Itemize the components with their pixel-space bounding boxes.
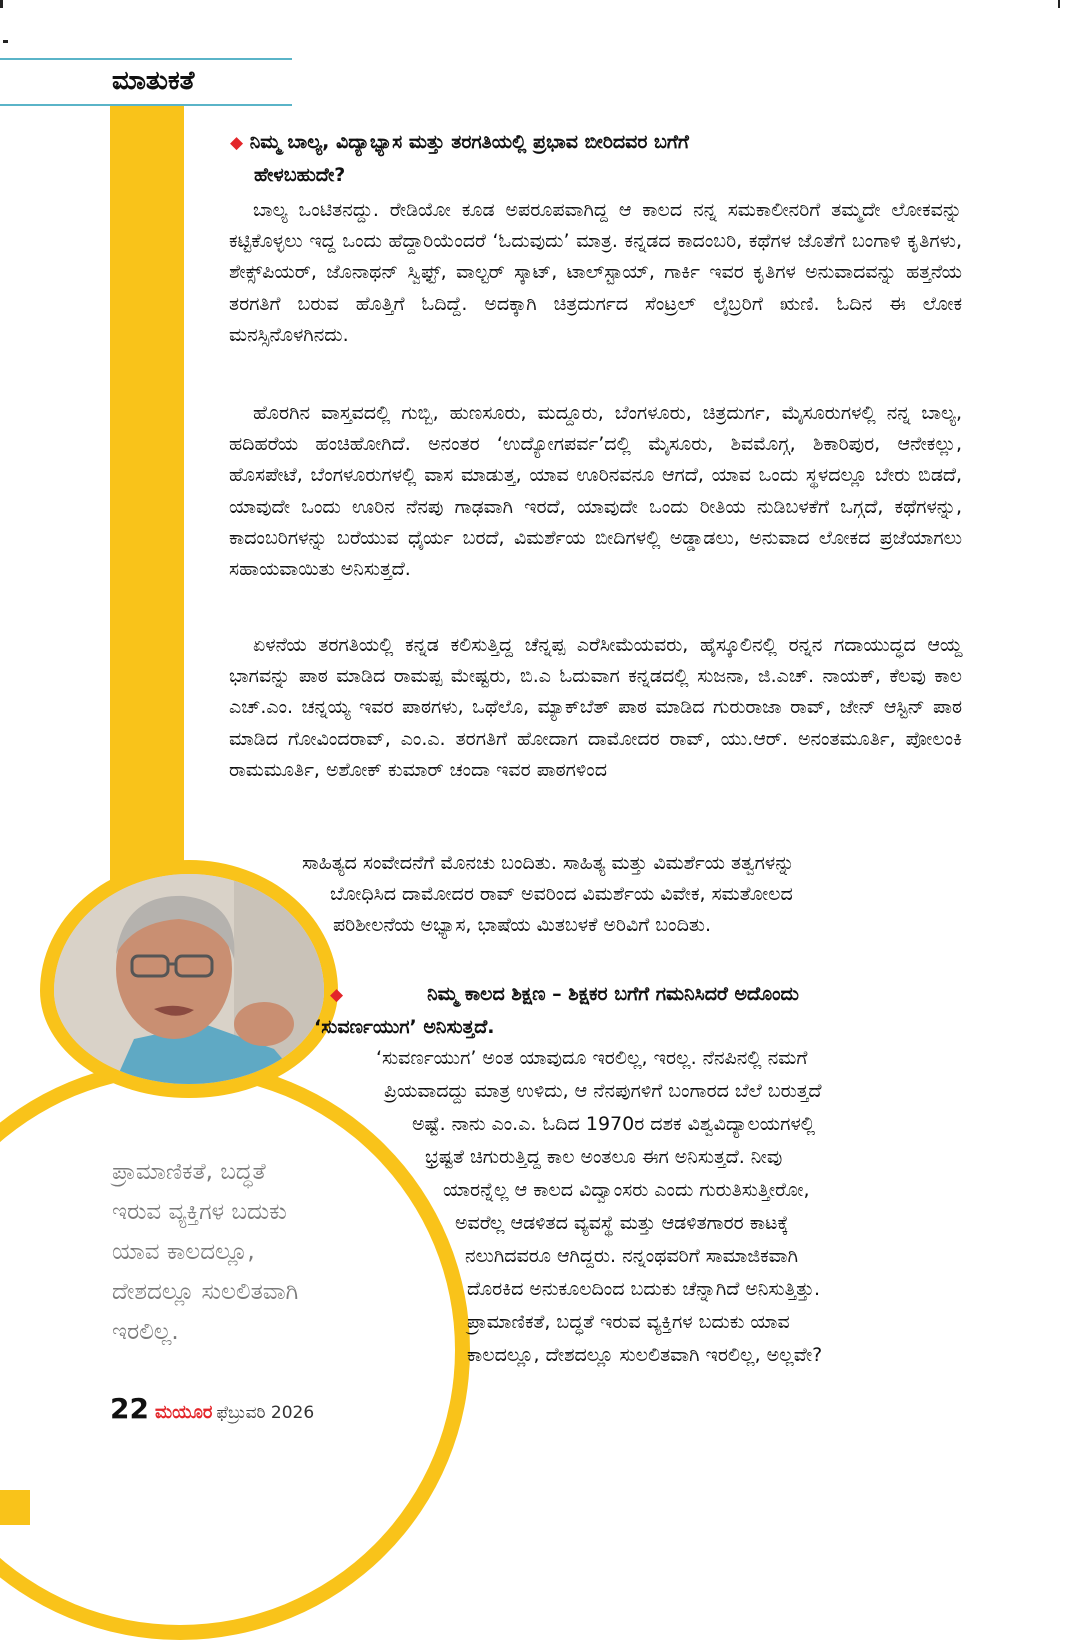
yellow-corner	[0, 1490, 30, 1525]
page-folio	[110, 1392, 314, 1425]
answer-2-line: ಪ್ರಾಮಾಣಿಕತೆ, ಬದ್ಧತೆ ಇರುವ ವ್ಯಕ್ತಿಗಳ ಬದುಕು ಯಾವ	[467, 1311, 790, 1333]
page-number: 22	[110, 1392, 149, 1425]
pull-quote-line: ಇರುವ ವ್ಯಕ್ತಿಗಳ ಬದುಕು	[112, 1199, 287, 1225]
answer-2-line: ಕಾಲದಲ್ಲೂ, ದೇಶದಲ್ಲೂ ಸುಲಲಿತವಾಗಿ ಇರಲಿಲ್ಲ, ಅಲ್ಲವೇ?	[467, 1344, 823, 1366]
magazine-logo: ಮಯೂರ	[154, 1402, 213, 1423]
answer-2-line: ದೊರಕಿದ ಅನುಕೂಲದಿಂದ ಬದುಕು ಚೆನ್ನಾಗಿದೆ ಅನಿಸುತ್ತಿತ್ತು.	[467, 1278, 821, 1300]
question-1-line: ◆ ನಿಮ್ಮ ಬಾಲ್ಯ, ವಿದ್ಯಾಭ್ಯಾಸ ಮತ್ತು ತರಗತಿಯಲ್ಲಿ ಪ್ರಭಾವ ಬೀರಿದವರ ಬಗೆಗೆ	[230, 131, 689, 153]
question-2-line: ‘ಸುವರ್ಣಯುಗ’ ಅನಿಸುತ್ತದೆ.	[314, 1016, 495, 1038]
answer-1-paragraph-2: ಹೊರಗಿನ ವಾಸ್ತವದಲ್ಲಿ ಗುಬ್ಬಿ, ಹುಣಸೂರು, ಮದ್ದೂರು, ಬೆಂಗಳೂರು, ಚಿತ್ರದುರ್ಗ, ಮೈಸೂರುಗಳಲ್ಲಿ ನನ್ನ ಬಾಲ್ಯ, ಹದಿಹರೆಯ ಹಂಚಿಹೋಗಿದೆ. ಅನಂತರ ‘ಉದ್ಯೋಗಪರ್ವ’ದಲ್ಲಿ ಮೈಸೂರು, ಶಿವಮೊಗ್ಗ, ಶಿಕಾರಿಪುರ, ಆನೇಕಲ್ಲು, ಹೊಸಪೇಟೆ, ಬೆಂಗಳೂರುಗಳಲ್ಲಿ ವಾಸ ಮಾಡುತ್ತ, ಯಾವ ಊರಿನವನೂ ಆಗದೆ, ಯಾವ ಒಂದು ಸ್ಥಳದಲ್ಲೂ ಬೇರು ಬಿಡದೆ, ಯಾವುದೇ ಒಂದು ಊರಿನ ನೆನಪು ಗಾಢವಾಗಿ ಇರದೆ, ಯಾವುದೇ ಒಂದು ರೀತಿಯ ನುಡಿಬಳಕೆಗೆ ಒಗ್ಗದೆ, ಕಥೆಗಳನ್ನು, ಕಾದಂಬರಿಗಳನ್ನು ಬರೆಯುವ ಧೈರ್ಯ ಬರದೆ, ವಿಮರ್ಶೆಯ ಬೀದಿಗಳಲ್ಲಿ ಅಡ್ಡಾಡಲು, ಅನುವಾದ ಲೋಕದ ಪ್ರಜೆಯಾಗಲು ಸಹಾಯವಾಯಿತು ಅನಿಸುತ್ತದೆ.	[229, 402, 962, 581]
answer-1-paragraph-1: ಬಾಲ್ಯ ಒಂಟಿತನದ್ದು. ರೇಡಿಯೋ ಕೂಡ ಅಪರೂಪವಾಗಿದ್ದ ಆ ಕಾಲದ ನನ್ನ ಸಮಕಾಲೀನರಿಗೆ ತಮ್ಮದೇ ಲೋಕವನ್ನು ಕಟ್ಟಿಕೊಳ್ಳಲು ಇದ್ದ ಒಂದು ಹೆದ್ದಾರಿಯೆಂದರೆ ‘ಓದುವುದು’ ಮಾತ್ರ. ಕನ್ನಡದ ಕಾದಂಬರಿ, ಕಥೆಗಳ ಜೊತೆಗೆ ಬಂಗಾಳಿ ಕೃತಿಗಳು, ಶೇಕ್ಸ್‌ಪಿಯರ್, ಜೊನಾಥನ್ ಸ್ವಿಫ್ಟ್, ವಾಲ್ಟರ್ ಸ್ಕಾಟ್, ಟಾಲ್‌ಸ್ಟಾಯ್, ಗಾರ್ಕಿ ಇವರ ಕೃತಿಗಳ ಅನುವಾದವನ್ನು ಹತ್ತನೆಯ ತರಗತಿಗೆ ಬರುವ ಹೊತ್ತಿಗೆ ಓದಿದ್ದೆ. ಅದಕ್ಕಾಗಿ ಚಿತ್ರದುರ್ಗದ ಸೆಂಟ್ರಲ್ ಲೈಬ್ರರಿಗೆ ಋಣಿ. ಓದಿನ ಈ ಲೋಕ ಮನಸ್ಸಿನೊಳಗಿನದು.	[229, 199, 962, 346]
diamond-bullet-icon: ◆	[230, 133, 244, 153]
issue-date: ಫೆಬ್ರುವರಿ 2026	[216, 1403, 315, 1423]
question-2-line: ◆ ನಿಮ್ಮ ಕಾಲದ ಶಿಕ್ಷಣ – ಶಿಕ್ಷಕರ ಬಗೆಗೆ ಗಮನಿಸಿದರೆ ಅದೊಂದು	[330, 983, 799, 1005]
answer-2-line: ಪ್ರಿಯವಾದದ್ದು ಮಾತ್ರ ಉಳಿದು, ಆ ನೆನಪುಗಳಿಗೆ ಬಂಗಾರದ ಬೆಲೆ ಬರುತ್ತದೆ	[384, 1080, 822, 1102]
crop-mark	[0, 0, 3, 8]
answer-1-paragraph-3: ಏಳನೆಯ ತರಗತಿಯಲ್ಲಿ ಕನ್ನಡ ಕಲಿಸುತ್ತಿದ್ದ ಚೆನ್ನಪ್ಪ ಎರೆಸೀಮೆಯವರು, ಹೈಸ್ಕೂಲಿನಲ್ಲಿ ರನ್ನನ ಗದಾಯುದ್ಧದ ಆಯ್ದ ಭಾಗವನ್ನು ಪಾಠ ಮಾಡಿದ ರಾಮಪ್ಪ ಮೇಷ್ಟರು, ಬಿ.ಎ ಓದುವಾಗ ಕನ್ನಡದಲ್ಲಿ ಸುಜನಾ, ಜಿ.ಎಚ್. ನಾಯಕ್, ಕೆಲವು ಕಾಲ ಎಚ್.ಎಂ. ಚನ್ನಯ್ಯ ಇವರ ಪಾಠಗಳು, ಒಥೆಲೊ, ಮ್ಯಾಕ್‌ಬೆತ್ ಪಾಠ ಮಾಡಿದ ಗುರುರಾಜಾ ರಾವ್, ಜೇನ್ ಆಸ್ಟಿನ್ ಪಾಠ ಮಾಡಿದ ಗೋವಿಂದರಾವ್, ಎಂ.ಎ. ತರಗತಿಗೆ ಹೋದಾಗ ದಾಮೋದರ ರಾವ್, ಯು.ಆರ್. ಅನಂತಮೂರ್ತಿ, ಪೋಲಂಕಿ ರಾಮಮೂರ್ತಿ, ಅಶೋಕ್ ಕುಮಾರ್ ಚಂದಾ ಇವರ ಪಾಠಗಳಿಂದ	[229, 634, 962, 781]
answer-2-line: ನಲುಗಿದವರೂ ಆಗಿದ್ದರು. ನನ್ನಂಥವರಿಗೆ ಸಾಮಾಜಿಕವಾಗಿ	[465, 1245, 798, 1267]
answer-1-paragraph-3-line: ಬೋಧಿಸಿದ ದಾಮೋದರ ರಾವ್ ಅವರಿಂದ ವಿಮರ್ಶೆಯ ವಿವೇಕ, ಸಮತೋಲದ	[330, 883, 793, 905]
answer-2-line: ‘ಸುವರ್ಣಯುಗ’ ಅಂತ ಯಾವುದೂ ಇರಲಿಲ್ಲ, ಇರಲ್ಲ. ನೆನಪಿನಲ್ಲಿ ನಮಗೆ	[376, 1047, 808, 1069]
section-title: ಮಾತುಕತೆ	[112, 66, 195, 96]
question-2	[314, 978, 970, 1043]
pull-quote-line: ಯಾವ ಕಾಲದಲ್ಲೂ,	[112, 1239, 255, 1265]
pull-quote	[112, 1152, 372, 1352]
crop-mark	[3, 40, 8, 43]
answer-1-paragraph-3-line: ಪರಿಶೀಲನೆಯ ಅಭ್ಯಾಸ, ಭಾಷೆಯ ಮಿತಬಳಕೆ ಅರಿವಿಗೆ ಬಂದಿತು.	[333, 914, 712, 936]
author-photo	[40, 860, 338, 1098]
pull-quote-line: ಇರಲಿಲ್ಲ.	[112, 1319, 179, 1345]
diamond-bullet-icon: ◆	[330, 985, 344, 1005]
header-rule-top	[0, 58, 292, 60]
answer-2-line: ಯಾರನ್ನೆಲ್ಲ ಆ ಕಾಲದ ವಿದ್ವಾಂಸರು ಎಂದು ಗುರುತಿಸುತ್ತೀರೋ,	[443, 1179, 810, 1201]
pull-quote-line: ಪ್ರಾಮಾಣಿಕತೆ, ಬದ್ಧತೆ	[112, 1159, 266, 1185]
portrait-illustration	[54, 874, 324, 1084]
yellow-sidebar-bar	[110, 106, 184, 936]
crop-mark	[1058, 0, 1060, 8]
answer-2-line: ಅಷ್ಟೆ. ನಾನು ಎಂ.ಎ. ಓದಿದ 1970ರ ದಶಕ ವಿಶ್ವವಿದ್ಯಾಲಯಗಳಲ್ಲಿ	[412, 1113, 816, 1135]
question-1	[230, 126, 950, 191]
answer-2-line: ಭ್ರಷ್ಟತೆ ಚಿಗುರುತ್ತಿದ್ದ ಕಾಲ ಅಂತಲೂ ಈಗ ಅನಿಸುತ್ತದೆ. ನೀವು	[425, 1146, 783, 1168]
question-1-line: ಹೇಳಬಹುದೇ?	[254, 164, 346, 186]
pull-quote-line: ದೇಶದಲ್ಲೂ ಸುಲಲಿತವಾಗಿ	[112, 1279, 299, 1305]
answer-2-line: ಅವರೆಲ್ಲ ಆಡಳಿತದ ವ್ಯವಸ್ಥೆ ಮತ್ತು ಆಡಳಿತಗಾರರ ಕಾಟಕ್ಕೆ	[455, 1212, 789, 1234]
answer-1-paragraph-3-line: ಸಾಹಿತ್ಯದ ಸಂವೇದನೆಗೆ ಮೊನಚು ಬಂದಿತು. ಸಾಹಿತ್ಯ ಮತ್ತು ವಿಮರ್ಶೆಯ ತತ್ವಗಳನ್ನು	[302, 852, 795, 874]
